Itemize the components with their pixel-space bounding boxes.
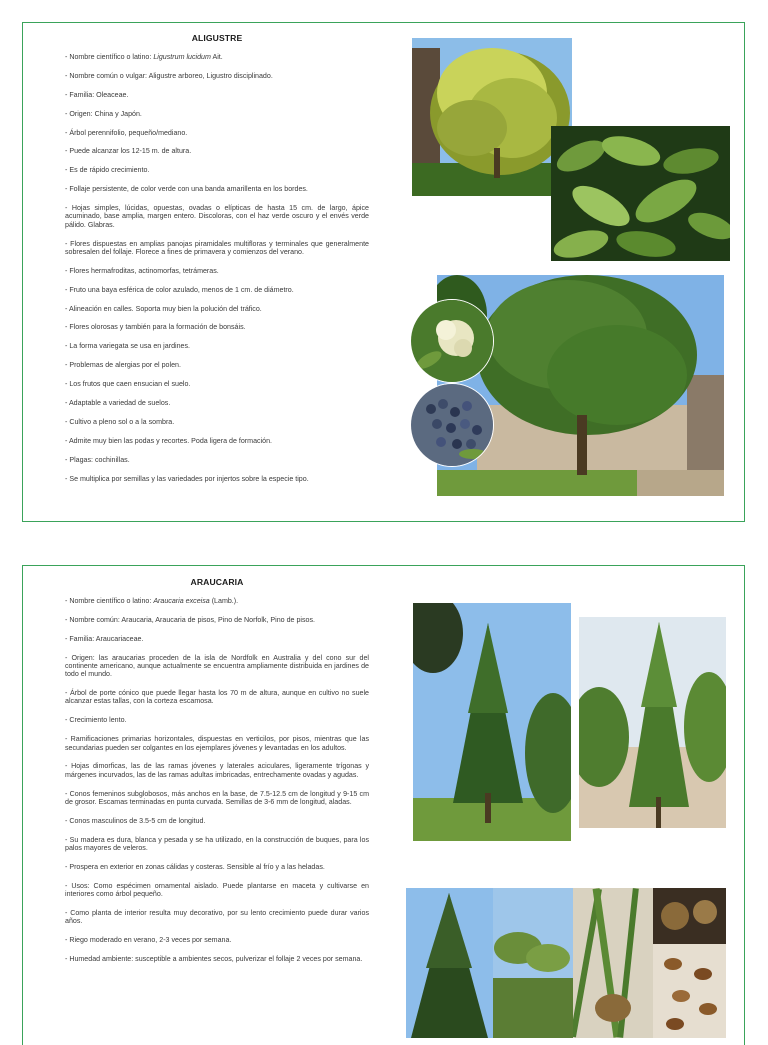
araucaria-branch-photo — [493, 888, 573, 1038]
araucaria-item: - Nombre científico o latino: Araucaria exceisa (Lamb.). — [65, 597, 239, 605]
araucaria-item: - Árbol de porte cónico que puede llegar hasta los 70 m de altura, aunque en cultivo no suele alcanzar estas tallas, con la corteza escamosa. — [65, 689, 369, 706]
aligustre-list — [65, 53, 369, 483]
aligustre-item: - Plagas: cochinillas. — [65, 455, 130, 464]
araucaria-list — [65, 597, 369, 963]
araucaria-crown-photo — [406, 888, 493, 1038]
aligustre-card — [22, 22, 745, 522]
araucaria-item: - Humedad ambiente: susceptible a ambientes secos, pulverizar el follaje 2 veces por semana. — [65, 955, 363, 964]
aligustre-item: - Fruto una baya esférica de color azulado, menos de 1 cm. de diámetro. — [65, 285, 294, 294]
aligustre-tree-photo — [412, 38, 572, 196]
aligustre-item: - Árbol perennifolio, pequeño/mediano. — [65, 128, 188, 137]
araucaria-item: - Usos: Como espécimen ornamental aislado. Puede plantarse en maceta y cultivarse en interiores como árbol pequeño. — [65, 881, 369, 899]
araucaria-item: - Familia: Araucariaceae. — [65, 634, 144, 643]
araucaria-text — [65, 577, 369, 974]
aligustre-item: - Problemas de alergias por el polen. — [65, 361, 181, 370]
aligustre-text — [65, 33, 369, 493]
aligustre-item: - La forma variegata se usa en jardines. — [65, 342, 190, 351]
aligustre-item: - Alineación en calles. Soporta muy bien la polución del tráfico. — [65, 304, 262, 313]
araucaria-item: - Prospera en exterior en zonas cálidas y costeras. Sensible al frío y a las heladas. — [65, 862, 325, 871]
araucaria-item: - Crecimiento lento. — [65, 716, 127, 725]
araucaria-item: - Hojas dimorficas, las de las ramas jóvenes y laterales aciculares, ligeramente trígonas y márgenes incurvados, las de las ramas adultas imbricadas, entrechamente ovadas y agudas. — [65, 762, 369, 779]
araucaria-title: ARAUCARIA — [190, 577, 244, 587]
aligustre-item: - Hojas simples, lúcidas, opuestas, ovadas o elípticas de hasta 15 cm. de largo, ápice acuminado, base amplia, margen entero. Discoloras, con el haz verde oscuro y el envés verde pálido. Glabras. — [65, 204, 369, 229]
aligustre-fruits-photo — [410, 383, 494, 467]
aligustre-item: - Flores olorosas y también para la formación de bonsáis. — [65, 323, 246, 332]
aligustre-item: - Follaje persistente, de color verde con una banda amarillenta en los bordes. — [65, 185, 308, 194]
araucaria-item: - Nombre común: Araucaria, Araucaria de pisos, Pino de Norfolk, Pino de pisos. — [65, 615, 315, 624]
aligustre-item: - Nombre científico o latino: Ligustrum lucidum Ait. — [65, 53, 223, 61]
araucaria-item: - Ramificaciones primarias horizontales, dispuestas en verticilos, por pisos, mientras que las secundarias pueden ser colgantes en los ejemplares jóvenes y levantadas en los adultos. — [65, 735, 369, 752]
aligustre-flowers-photo — [410, 299, 494, 383]
aligustre-leaves-photo — [551, 126, 730, 261]
aligustre-item: - Cultivo a pleno sol o a la sombra. — [65, 417, 175, 426]
aligustre-item: - Es de rápido crecimiento. — [65, 166, 150, 175]
aligustre-item: - Los frutos que caen ensucian el suelo. — [65, 380, 191, 389]
aligustre-street-tree-photo — [437, 275, 724, 496]
araucaria-item: - Como planta de interior resulta muy decorativo, por su lento crecimiento puede durar varios años. — [65, 908, 369, 926]
aligustre-item: - Se multiplica por semillas y las variedades por injertos sobre la especie tipo. — [65, 474, 309, 483]
araucaria-item: - Su madera es dura, blanca y pesada y se ha utilizado, en la construcción de buques, para los palos mayores de veleros. — [65, 835, 369, 852]
araucaria-needles-photo — [573, 888, 653, 1038]
araucaria-item: - Riego moderado en verano, 2-3 veces por semana. — [65, 936, 232, 945]
araucaria-card — [22, 565, 745, 1045]
araucaria-item: - Conos masculinos de 3.5-5 cm de longitud. — [65, 816, 206, 825]
aligustre-item: - Adaptable a variedad de suelos. — [65, 399, 171, 408]
araucaria-park-photo — [413, 603, 571, 841]
araucaria-yard-photo — [579, 617, 726, 828]
araucaria-item: - Conos femeninos subglobosos, más anchos en la base, de 7.5-12.5 cm de longitud y 9-15 cm de grosor. Escamas terminadas en punta curvada. Semillas de 3-6 mm de longitud, aladas. — [65, 789, 369, 806]
aligustre-item: - Puede alcanzar los 12-15 m. de altura. — [65, 147, 192, 156]
araucaria-item: - Origen: las araucarias proceden de la isla de Nordfolk en Australia y del cono sur del continente americano, aunque actualmente se encuentra ampliamente distribuida en jardines de todo el mundo. — [65, 653, 369, 679]
aligustre-item: - Origen: China y Japón. — [65, 109, 142, 118]
aligustre-title: ALIGUSTRE — [191, 33, 243, 43]
araucaria-cones-photo — [653, 888, 726, 944]
aligustre-item: - Nombre común o vulgar: Aligustre arboreo, Ligustro disciplinado. — [65, 71, 273, 80]
aligustre-item: - Flores dispuestas en amplias panojas piramidales multifloras y terminales que generalmente sobresalen del follaje. Florece a fines de primavera y comienzos del verano. — [65, 239, 369, 256]
aligustre-item: - Admite muy bien las podas y recortes. Poda ligera de formación. — [65, 436, 273, 445]
aligustre-item: - Flores hermafroditas, actinomorfas, tetrámeras. — [65, 266, 219, 275]
aligustre-item: - Familia: Oleaceae. — [65, 90, 129, 99]
